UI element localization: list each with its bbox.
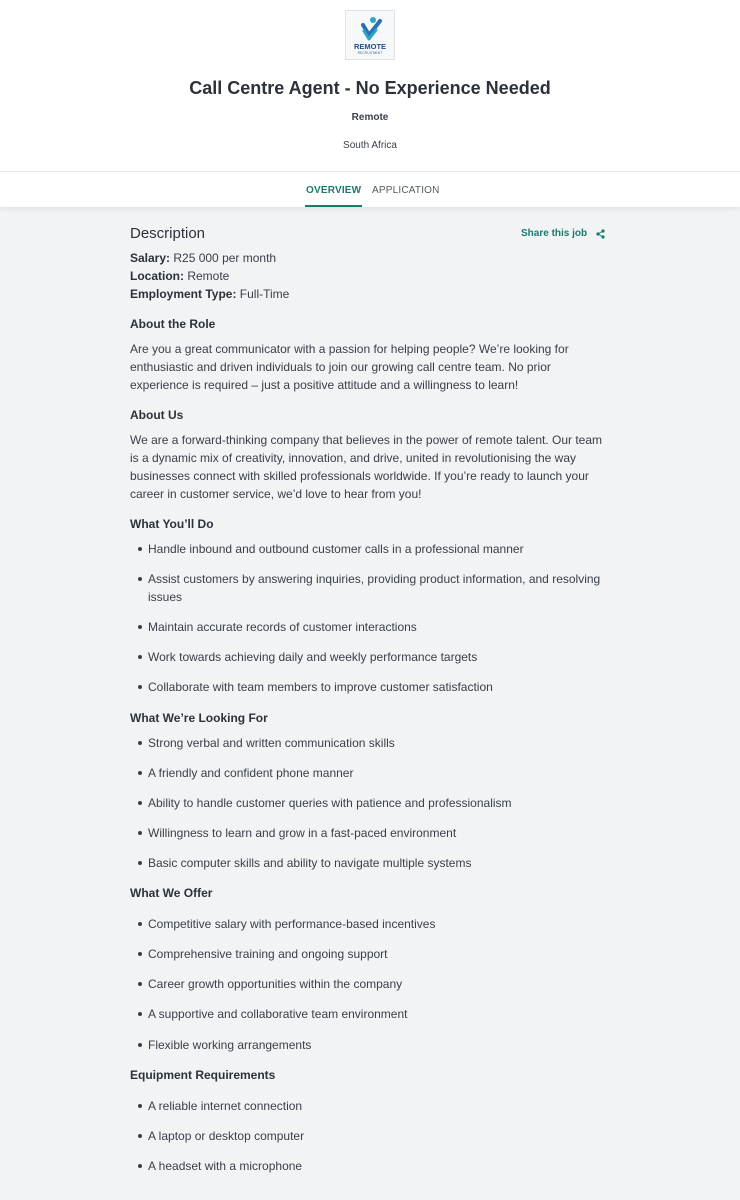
equipment-heading: Equipment Requirements xyxy=(130,1068,276,1082)
salary-label: Salary: xyxy=(130,251,171,265)
share-icon xyxy=(596,229,605,239)
employment-type-line xyxy=(130,285,610,303)
list-item: A laptop or desktop computer xyxy=(148,1127,618,1145)
recruitment-logo-icon xyxy=(346,11,394,59)
what-you-do-heading: What You’ll Do xyxy=(130,517,214,531)
svg-text:RECRUITMENT: RECRUITMENT xyxy=(357,51,383,55)
salary-line xyxy=(130,249,610,267)
list-item: Willingness to learn and grow in a fast-paced environment xyxy=(148,824,618,842)
job-country: South Africa xyxy=(343,140,397,151)
tab-bar xyxy=(0,172,740,207)
company-logo xyxy=(345,10,395,60)
tab-application[interactable]: APPLICATION xyxy=(372,185,440,196)
list-item: Maintain accurate records of customer interactions xyxy=(148,618,618,636)
list-item: A headset with a microphone xyxy=(148,1157,618,1175)
list-item: Handle inbound and outbound customer calls in a professional manner xyxy=(148,540,618,558)
job-workplace: Remote xyxy=(351,112,389,123)
list-item: Flexible working arrangements xyxy=(148,1036,618,1054)
list-item: Competitive salary with performance-based incentives xyxy=(148,915,618,933)
employment-type-label: Employment Type: xyxy=(130,287,237,301)
list-item: Strong verbal and written communication skills xyxy=(148,734,618,752)
employment-type-value: Full-Time xyxy=(236,287,290,301)
list-item: Career growth opportunities within the company xyxy=(148,975,618,993)
share-job-label: Share this job xyxy=(521,228,588,239)
we-offer-heading: What We Offer xyxy=(130,886,213,900)
salary-value: R25 000 per month xyxy=(170,251,277,265)
job-title: Call Centre Agent - No Experience Needed xyxy=(189,78,551,98)
list-item: Comprehensive training and ongoing support xyxy=(148,945,618,963)
list-item: Basic computer skills and ability to navigate multiple systems xyxy=(148,854,618,872)
list-item: A friendly and confident phone manner xyxy=(148,764,618,782)
looking-for-heading: What We’re Looking For xyxy=(130,711,268,725)
job-header xyxy=(0,0,740,172)
list-item: Assist customers by answering inquiries, providing product information, and resolving issues xyxy=(148,570,618,606)
list-item: Ability to handle customer queries with patience and professionalism xyxy=(148,794,618,812)
about-role-heading: About the Role xyxy=(130,317,216,331)
list-item: Work towards achieving daily and weekly performance targets xyxy=(148,648,618,666)
list-item: Collaborate with team members to improve customer satisfaction xyxy=(148,678,618,696)
about-role-text: Are you a great communicator with a passion for helping people? We’re looking for enthusiastic and driven individuals to join our growing call centre team. No prior experience is required – just a positive attitude and a willingness to learn! xyxy=(130,342,569,392)
location-value: Remote xyxy=(184,269,230,283)
list-item: A supportive and collaborative team environment xyxy=(148,1005,618,1023)
list-item: A reliable internet connection xyxy=(148,1097,618,1115)
svg-text:REMOTE: REMOTE xyxy=(353,42,387,51)
job-description xyxy=(0,207,610,1197)
tab-overview[interactable]: OVERVIEW xyxy=(306,185,362,196)
location-line xyxy=(130,267,610,285)
about-us-text: We are a forward-thinking company that believes in the power of remote talent. Our team is a dynamic mix of creativity, innovation, and drive, united in revolutionising the way businesses connect with skilled professionals worldwide. If you’re ready to launch your career in customer service, we’d love to hear from you! xyxy=(130,433,603,501)
description-heading: Description xyxy=(130,225,206,242)
about-us-heading: About Us xyxy=(130,408,184,422)
location-label: Location: xyxy=(130,269,184,283)
share-job-button[interactable] xyxy=(521,228,605,239)
